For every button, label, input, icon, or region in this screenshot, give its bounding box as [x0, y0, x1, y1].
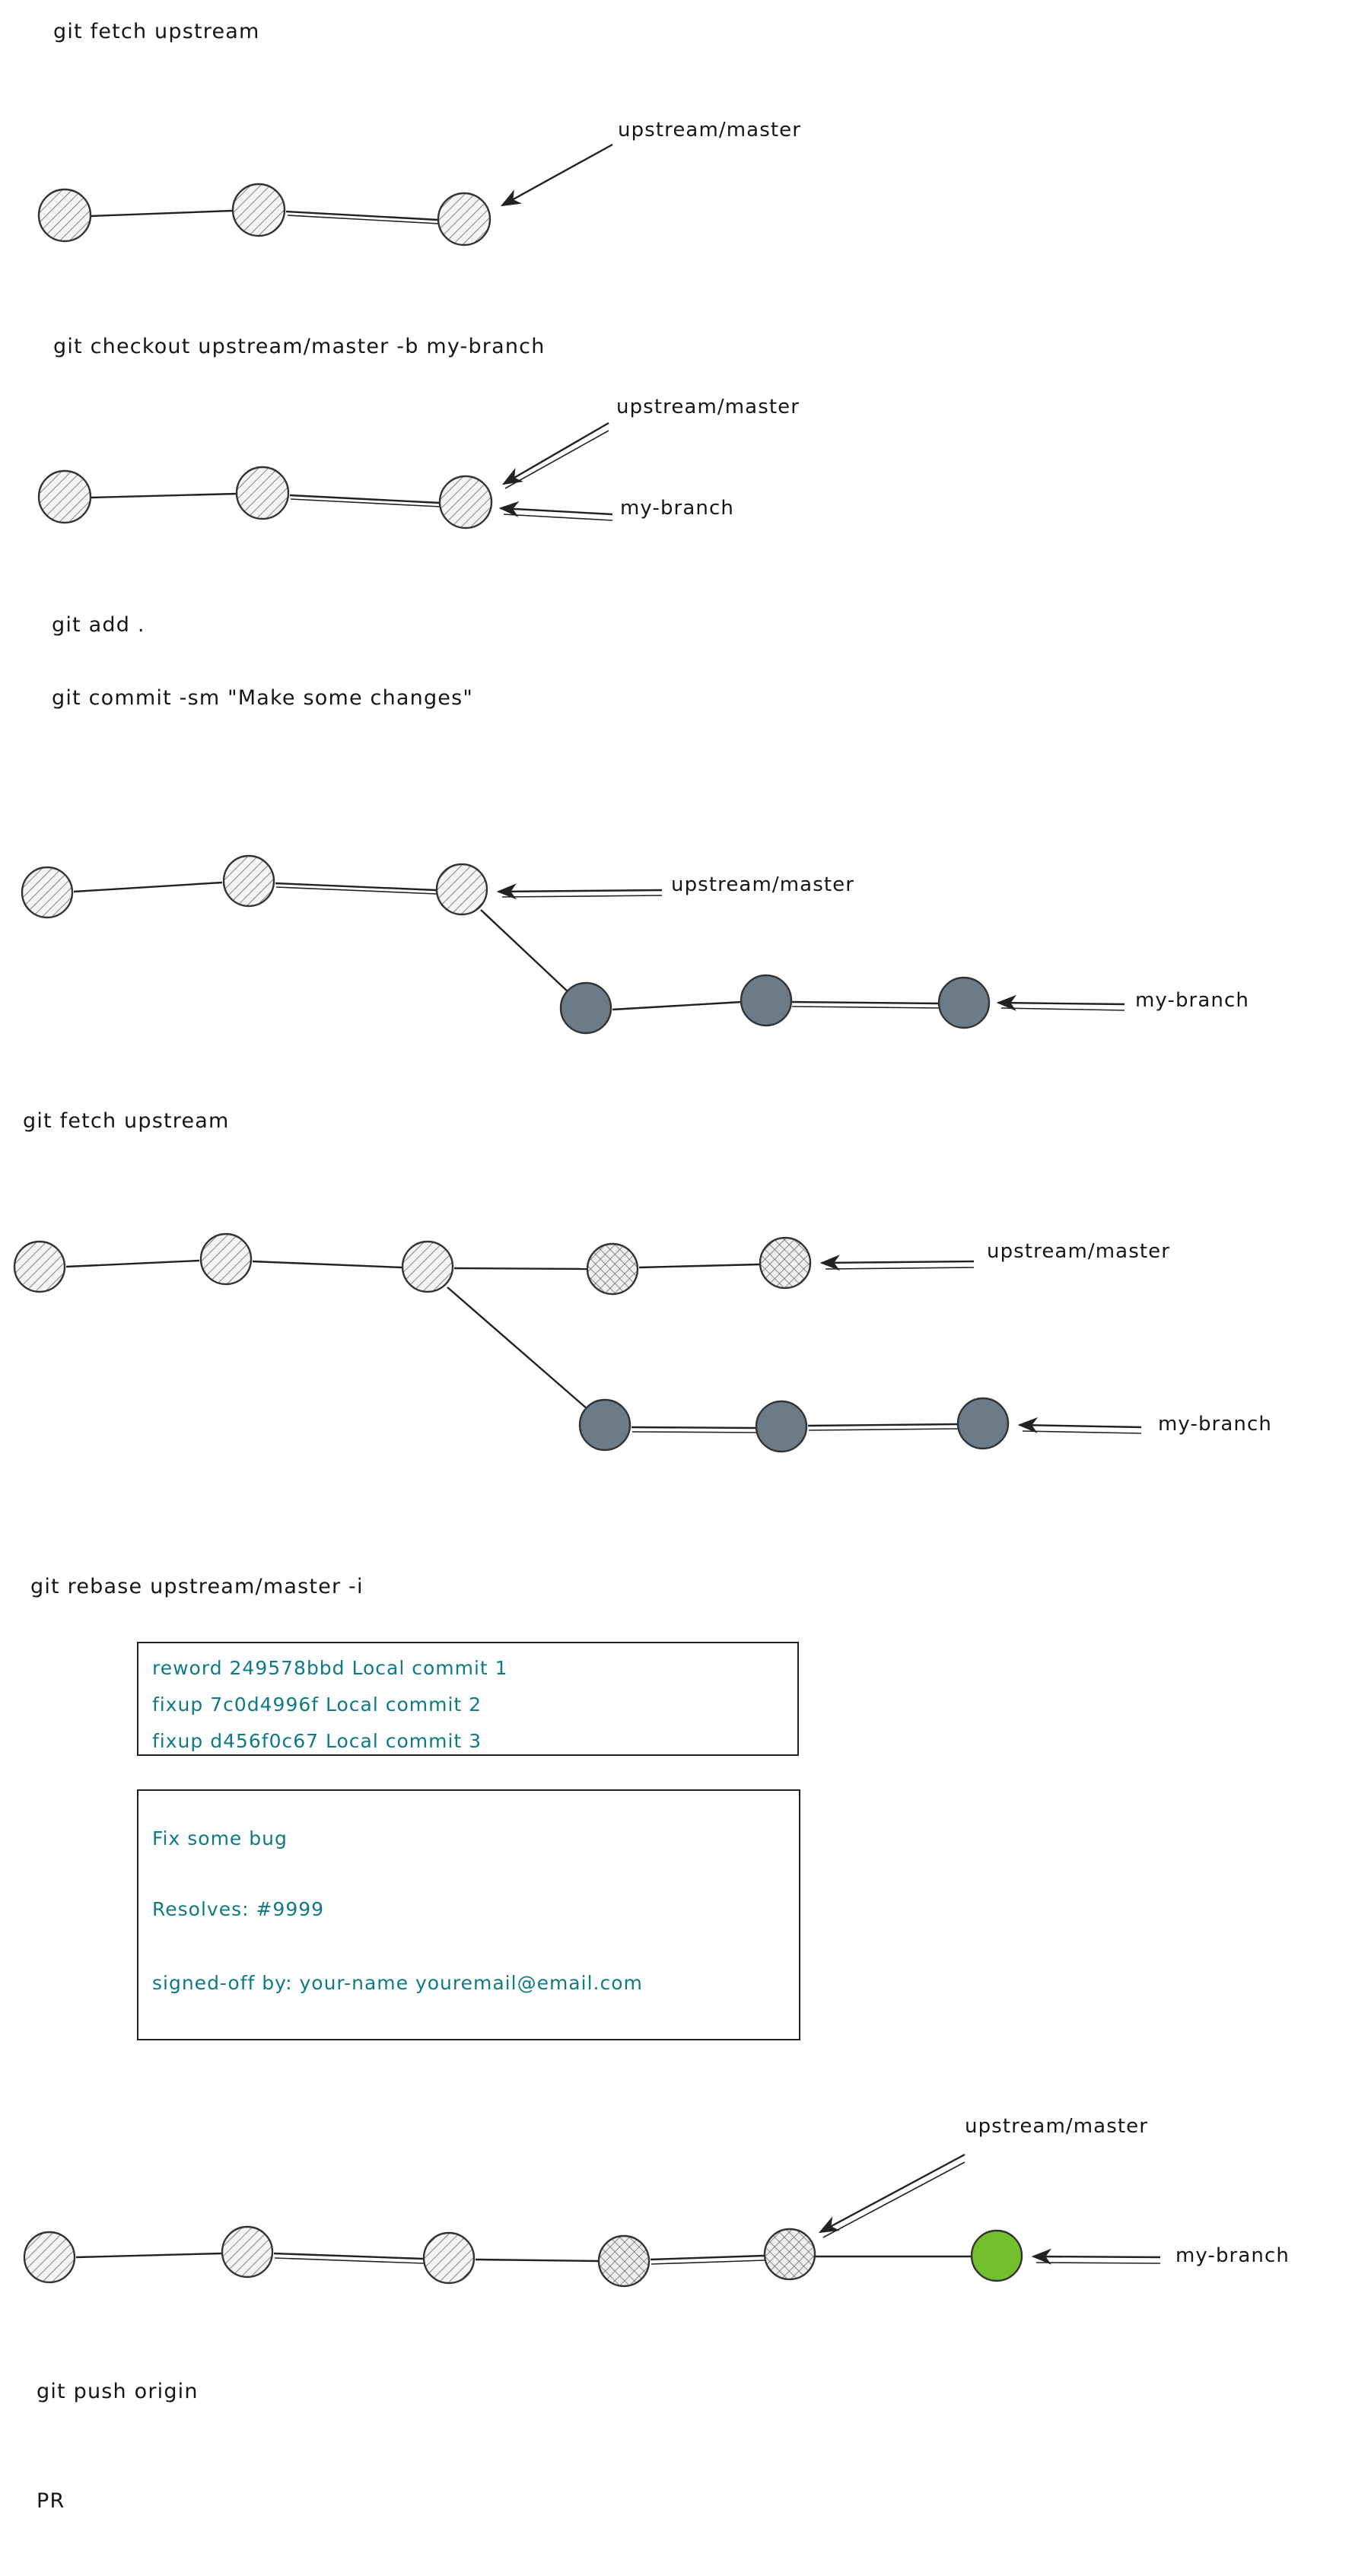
commit-node: [224, 856, 274, 906]
commit-message-signoff: signed-off by: your-name youremail@email.com: [152, 1972, 643, 1994]
commit-message-resolves: Resolves: #9999: [152, 1898, 325, 1920]
upstream-master-arrow: [502, 145, 612, 205]
my-branch-arrow: [998, 1003, 1125, 1004]
upstream-master-arrow: [822, 1261, 974, 1263]
local-commit-node: [756, 1401, 806, 1452]
rebase-todo-line: fixup d456f0c67 Local commit 3: [152, 1730, 482, 1752]
commit-node: [39, 471, 91, 523]
command-fetch-upstream-1: git fetch upstream: [53, 20, 260, 43]
local-commit-node: [958, 1398, 1008, 1449]
upstream-master-arrow: [504, 423, 609, 484]
fetched-commit-node: [599, 2236, 649, 2286]
commit-message-subject: Fix some bug: [152, 1827, 288, 1849]
rebase-todo-line: reword 249578bbd Local commit 1: [152, 1657, 508, 1679]
commit-node: [233, 184, 285, 236]
local-commit-node: [741, 975, 791, 1026]
row-3-edges: [74, 883, 940, 1010]
commit-node: [222, 2227, 272, 2277]
commit-node: [424, 2233, 474, 2283]
row-2-edges: [91, 494, 441, 507]
upstream-master-arrow: [498, 890, 662, 892]
command-fetch-upstream-2: git fetch upstream: [23, 1109, 230, 1133]
label-my-branch: my-branch: [1135, 989, 1249, 1012]
label-upstream-master: upstream/master: [618, 119, 802, 142]
command-rebase: git rebase upstream/master -i: [30, 1575, 364, 1598]
row-1-edges: [91, 211, 439, 224]
commit-node: [440, 476, 491, 528]
my-branch-arrow: [1020, 1425, 1141, 1427]
upstream-master-arrow: [820, 2155, 965, 2232]
commit-node: [22, 867, 72, 918]
commit-node: [14, 1242, 65, 1292]
label-my-branch: my-branch: [1158, 1413, 1272, 1436]
label-pr: PR: [37, 2489, 65, 2513]
label-upstream-master: upstream/master: [671, 873, 855, 896]
my-branch-arrow: [501, 508, 612, 514]
label-upstream-master: upstream/master: [616, 396, 800, 418]
fetched-commit-node: [587, 1244, 638, 1294]
commit-node: [201, 1234, 251, 1284]
local-commit-node: [561, 983, 611, 1033]
commit-node: [438, 193, 490, 245]
command-push: git push origin: [37, 2380, 199, 2403]
command-add: git add .: [52, 613, 145, 637]
commit-node: [237, 467, 288, 519]
label-my-branch: my-branch: [620, 497, 734, 520]
row-4-edges: [66, 1261, 958, 1433]
commit-node: [437, 864, 487, 914]
row-5-edges: [76, 2253, 971, 2264]
command-checkout: git checkout upstream/master -b my-branch: [53, 335, 546, 358]
local-commit-node: [939, 978, 989, 1028]
rebased-commit-node: [972, 2231, 1022, 2281]
fetched-commit-node: [765, 2229, 815, 2279]
label-upstream-master: upstream/master: [965, 2115, 1149, 2138]
local-commit-node: [580, 1400, 630, 1450]
commit-node: [39, 189, 91, 241]
label-upstream-master: upstream/master: [987, 1240, 1171, 1263]
command-commit: git commit -sm "Make some changes": [52, 686, 473, 710]
commit-node: [24, 2232, 75, 2282]
fetched-commit-node: [760, 1238, 810, 1288]
commit-node: [402, 1242, 453, 1292]
label-my-branch: my-branch: [1175, 2244, 1290, 2267]
my-branch-arrow: [1033, 2256, 1160, 2257]
rebase-todo-line: fixup 7c0d4996f Local commit 2: [152, 1693, 482, 1716]
